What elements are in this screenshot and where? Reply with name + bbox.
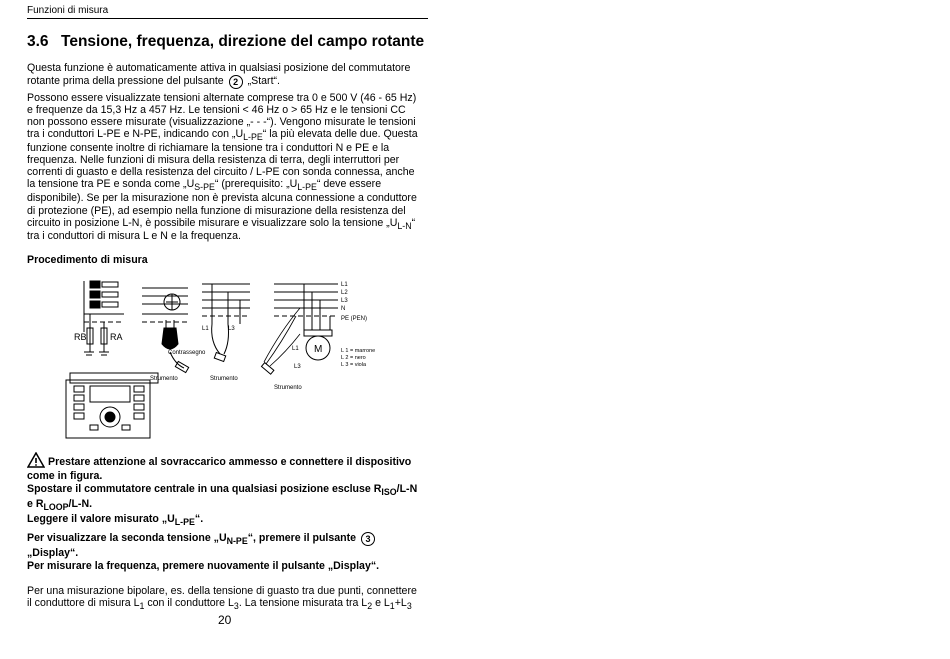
text-span: circuito in posizione L-N, è possibile misurare e visualizzare solo la tensione „U — [27, 217, 398, 229]
instruction-line — [27, 483, 417, 499]
label-strumento-3: Strumento — [274, 385, 302, 391]
text-span: “, premere il pulsante — [247, 532, 357, 544]
legend-line-1: L 1 = marrone — [341, 348, 376, 354]
text-span: Prestare attenzione al sovraccarico ammesso e connettere il dispositivo — [48, 456, 412, 468]
text-line: di protezione (PE), ad esempio nella funzione di misurazione della resistenza del — [27, 205, 406, 217]
section-number: 3.6 — [27, 33, 49, 50]
text-span: con il conduttore L — [144, 597, 234, 609]
text-line: non possono essere misurate (visualizzazione „- - -“). Vengono misurate le tensioni — [27, 116, 416, 128]
subscript: 3 — [233, 601, 239, 612]
instruction-line: Per misurare la frequenza, premere nuovamente il pulsante „Display“. — [27, 560, 380, 572]
text-line: frequenza. Nelle funzioni di misura della resistenza di terra, degli interruttori per — [27, 154, 400, 166]
text-span: rotante prima della pressione del pulsante — [27, 75, 224, 87]
subscript: 1 — [139, 601, 145, 612]
page-number: 20 — [218, 613, 232, 627]
label-rb: RB — [74, 332, 87, 342]
text-span: “ deve essere — [316, 178, 382, 190]
text-span: “. — [194, 513, 204, 525]
warning-triangle-icon — [27, 452, 45, 468]
instruction-line: „Display“. — [27, 547, 79, 559]
subscript: 2 — [367, 601, 373, 612]
subscript: S-PE — [194, 182, 215, 193]
subscript: LOOP — [43, 502, 69, 513]
three-phase-panel — [202, 284, 250, 362]
instrument-device-icon — [66, 373, 158, 438]
text-span: “ — [411, 217, 416, 229]
breaker-panel — [84, 281, 124, 355]
text-line: Per una misurazione bipolare, es. della tensione di guasto tra due punti, connettere — [27, 585, 417, 597]
label-conductor-l2: L2 — [341, 290, 348, 296]
instruction-line — [27, 513, 203, 529]
label-conductor-l1: L1 — [341, 282, 348, 288]
text-span: il conduttore di misura L — [27, 597, 140, 609]
socket-panel — [142, 288, 189, 373]
button-3-icon: 3 — [361, 532, 375, 546]
text-span: +L — [394, 597, 407, 609]
text-line: Questa funzione è automaticamente attiva in qualsiasi posizione del commutatore — [27, 62, 411, 74]
text-line: e frequenze da 15,3 Hz a 457 Hz. Le tensioni < 46 Hz o > 65 Hz e le tensioni CC — [27, 104, 406, 116]
text-span: /L-N. — [68, 498, 93, 510]
text-span: Per visualizzare la seconda tensione „U — [27, 532, 227, 544]
label-conductor-l3: L3 — [341, 298, 348, 304]
text-span: “ (prerequisito: „U — [214, 178, 298, 190]
text-span: Spostare il commutatore centrale in una qualsiasi posizione escluse R — [27, 483, 382, 495]
legend-line-3: L 3 = viola — [341, 362, 367, 368]
text-line — [27, 597, 412, 613]
subscript: 3 — [406, 601, 412, 612]
text-span: e L — [372, 597, 390, 609]
subscript: ISO — [381, 487, 397, 498]
running-header: Funzioni di misura — [27, 5, 109, 16]
text-span: Leggere il valore misurato „U — [27, 513, 175, 525]
instruction-line: come in figura. — [27, 470, 103, 482]
text-line: funzione consente inoltre di richiamare la tensione tra i conduttori N e PE e la — [27, 142, 390, 154]
text-line: correnti di guasto e della resistenza del circuito / L-PE con sonda connessa, anche — [27, 166, 415, 178]
legend-line-2: L 2 = nero — [341, 355, 366, 361]
label-l3-a: L3 — [228, 326, 235, 332]
text-span: e R — [27, 498, 44, 510]
label-l1-a: L1 — [202, 326, 209, 332]
text-span: la tensione tra PE e sonda come „U — [27, 178, 195, 190]
connection-diagram — [60, 272, 420, 442]
text-span: tra i conduttori L-PE e N-PE, indicando con „U — [27, 128, 244, 140]
text-span: “ la più elevata delle due. Questa — [262, 128, 418, 140]
subscript: L-N — [397, 221, 412, 232]
label-l3-b: L3 — [294, 364, 301, 370]
label-l1-b: L1 — [292, 346, 299, 352]
instruction-line — [27, 498, 92, 514]
text-span: „Start“. — [247, 75, 280, 87]
label-contrassegno: Contrassegno — [168, 350, 206, 356]
procedure-heading: Procedimento di misura — [27, 254, 148, 266]
section-heading — [27, 33, 424, 51]
subscript: L-PE — [297, 182, 317, 193]
button-2-icon: 2 — [229, 75, 243, 89]
instruction-line — [27, 452, 411, 469]
text-span: . La tensione misurata tra L — [238, 597, 368, 609]
text-line: tra i conduttori di misura L e N e la frequenza. — [27, 230, 241, 242]
instruction-line — [27, 532, 377, 548]
label-ra: RA — [110, 332, 123, 342]
header-rule — [27, 18, 428, 19]
label-strumento-2: Strumento — [210, 376, 238, 382]
subscript: L-PE — [174, 517, 195, 528]
section-title: Tensione, frequenza, direzione del campo rotante — [61, 33, 425, 50]
label-conductor-pe: PE (PEN) — [341, 316, 368, 322]
label-conductor-n: N — [341, 306, 346, 312]
label-motor: M — [314, 344, 323, 355]
text-line — [27, 75, 280, 89]
text-span: /L-N — [396, 483, 418, 495]
text-line: Possono essere visualizzate tensioni alternate comprese tra 0 e 500 V (46 - 65 Hz) — [27, 92, 417, 104]
label-strumento-1: Strumento — [150, 376, 178, 382]
subscript: L-PE — [243, 132, 263, 143]
motor-panel — [261, 284, 338, 374]
text-line: disponibile). Se per la misurazione non è prevista alcuna connessione a conduttore — [27, 192, 417, 204]
subscript: N-PE — [226, 536, 248, 547]
subscript: 1 — [389, 601, 395, 612]
